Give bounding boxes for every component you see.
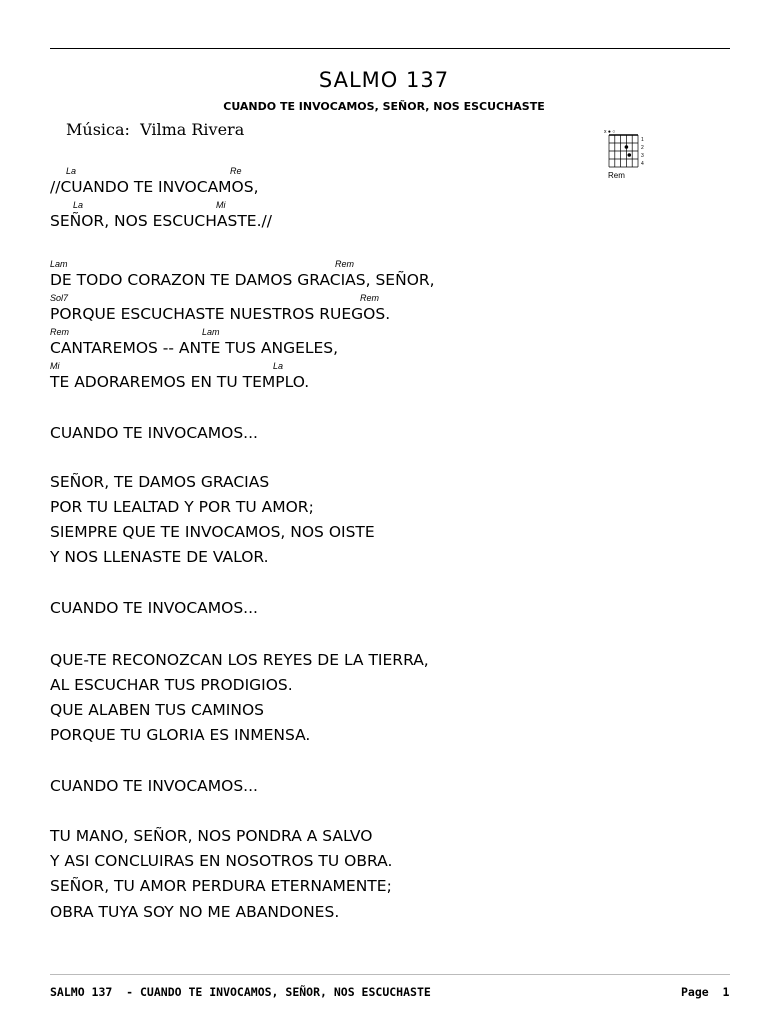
chord-label: Re [230,166,242,176]
song-subtitle: CUANDO TE INVOCAMOS, SEÑOR, NOS ESCUCHASTE [223,100,545,113]
lyric-line: OBRA TUYA SOY NO ME ABANDONES. [50,903,340,921]
chord-label: Sol7 [50,293,69,303]
lyric-line: TU MANO, SEÑOR, NOS PONDRA A SALVO [50,827,373,845]
composer-credit [66,120,244,139]
composer-name: Vilma Rivera [140,120,245,139]
chord-label: La [66,166,77,176]
footer-title: SALMO 137 - CUANDO TE INVOCAMOS, SEÑOR, NOS ESCUCHASTE [50,985,431,999]
fret-number: 4 [641,161,644,167]
bottom-rule [50,974,730,975]
chord-label: Mi [216,200,226,210]
lyric-line: SEÑOR, NOS ESCUCHASTE.// [50,212,272,230]
chord-diagram-name: Rem [608,171,625,180]
lyric-line: CANTAREMOS -- ANTE TUS ANGELES, [50,339,339,357]
chord-label: La [73,200,84,210]
finger-dot [628,153,632,157]
lyric-line: //CUANDO TE INVOCAMOS, [50,178,259,196]
song-title: SALMO 137 [318,68,450,92]
open-markers: x ● ○ [604,129,616,135]
lyric-line: TE ADORAREMOS EN TU TEMPLO. [50,373,310,391]
lyric-line: AL ESCUCHAR TUS PRODIGIOS. [50,676,293,694]
chord-label: Mi [50,361,60,371]
chord-label: Rem [335,259,355,269]
lyric-line: SEÑOR, TE DAMOS GRACIAS [50,473,270,491]
lyric-line: DE TODO CORAZON TE DAMOS GRACIAS, SEÑOR, [50,271,435,289]
lyric-line: Y ASI CONCLUIRAS EN NOSOTROS TU OBRA. [50,852,393,870]
lyric-line: Y NOS LLENASTE DE VALOR. [50,548,269,566]
lyric-line: QUE ALABEN TUS CAMINOS [50,701,264,719]
composer-label: Música: [66,120,130,139]
lyric-line: SIEMPRE QUE TE INVOCAMOS, NOS OISTE [50,523,375,541]
chord-label: Rem [360,293,380,303]
chord-label: La [273,361,284,371]
chord-label: Rem [50,327,70,337]
lyric-line: SEÑOR, TU AMOR PERDURA ETERNAMENTE; [50,877,392,895]
fret-number: 2 [641,145,644,151]
refrain-line: CUANDO TE INVOCAMOS... [50,424,258,442]
fret-number: 1 [641,137,644,143]
lyric-line: PORQUE TU GLORIA ES INMENSA. [50,726,311,744]
chord-label: Lam [202,327,220,337]
refrain-line: CUANDO TE INVOCAMOS... [50,777,258,795]
fret-number: 3 [641,153,644,159]
top-rule [50,48,730,49]
finger-dot [625,145,629,149]
lyric-line: POR TU LEALTAD Y POR TU AMOR; [50,498,314,516]
lyric-line: QUE-TE RECONOZCAN LOS REYES DE LA TIERRA, [50,651,429,669]
chord-label: Lam [50,259,68,269]
lyric-line: PORQUE ESCUCHASTE NUESTROS RUEGOS. [50,305,391,323]
page-number: Page 1 [681,985,730,999]
refrain-line: CUANDO TE INVOCAMOS... [50,599,258,617]
